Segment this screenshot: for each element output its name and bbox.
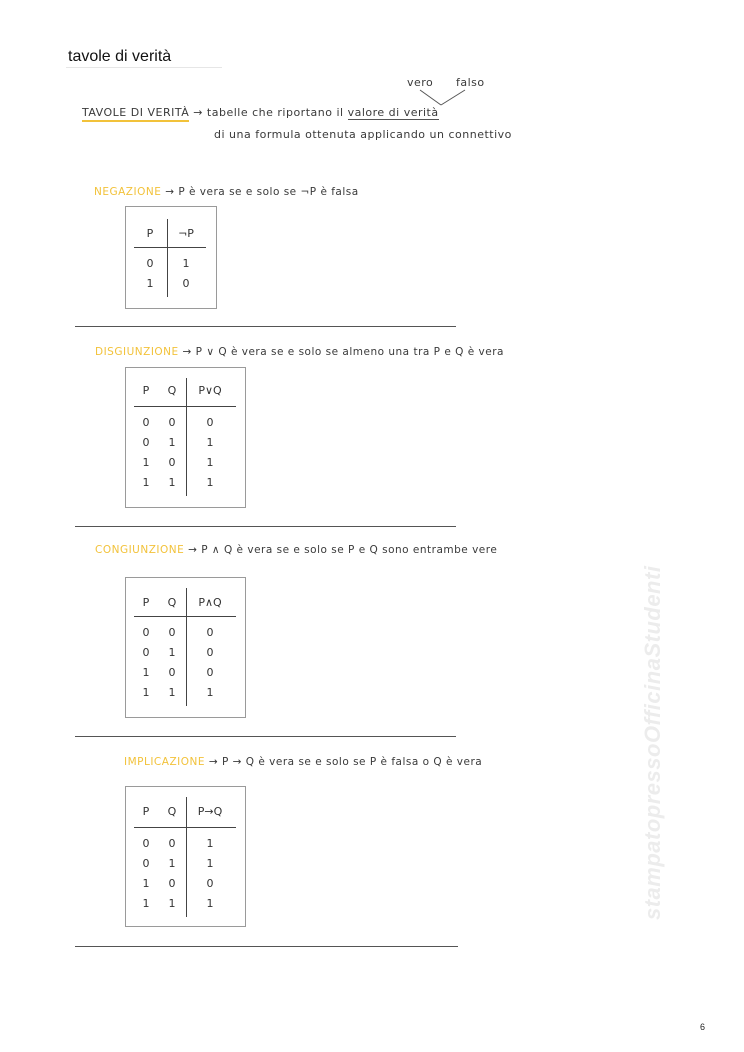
truth-table-congiunzione <box>125 577 246 718</box>
section-definition: → P è vera se e solo se ¬P è falsa <box>165 186 359 198</box>
section-separator <box>75 736 456 737</box>
table-header: ¬P <box>178 227 194 240</box>
table-header: P∧Q <box>198 596 222 609</box>
table-header-rule <box>134 406 236 407</box>
table-column-rule <box>186 797 187 917</box>
table-cell: 1 <box>142 666 150 679</box>
table-cell: 1 <box>146 277 154 290</box>
table-cell: 1 <box>168 857 176 870</box>
table-header: Q <box>167 384 177 397</box>
table-header: P <box>142 805 150 818</box>
section-name: NEGAZIONE <box>94 186 162 198</box>
section-negazione-heading <box>94 186 359 198</box>
table-cell: 0 <box>206 666 214 679</box>
table-cell: 1 <box>142 476 150 489</box>
annotation-falso: falso <box>456 76 485 89</box>
table-cell: 0 <box>206 877 214 890</box>
annotation-vero: vero <box>407 76 434 89</box>
table-cell: 1 <box>168 436 176 449</box>
table-cell: 0 <box>142 416 150 429</box>
table-cell: 1 <box>142 456 150 469</box>
intro-line-2: di una formula ottenuta applicando un connettivo <box>214 128 512 141</box>
table-header: P∨Q <box>198 384 222 397</box>
table-cell: 1 <box>142 897 150 910</box>
section-separator <box>75 526 456 527</box>
table-column-rule <box>186 588 187 706</box>
table-cell: 0 <box>142 436 150 449</box>
table-cell: 1 <box>206 837 214 850</box>
section-separator <box>75 326 456 327</box>
truth-table-implicazione <box>125 786 246 927</box>
intro-arrow-text: → tabelle che riportano il <box>193 106 344 119</box>
section-name: CONGIUNZIONE <box>95 544 185 556</box>
table-cell: 0 <box>142 837 150 850</box>
intro-term: TAVOLE DI VERITÀ <box>82 106 189 122</box>
table-cell: 1 <box>206 897 214 910</box>
page-number: 6 <box>700 1022 706 1032</box>
table-cell: 1 <box>168 646 176 659</box>
section-name: DISGIUNZIONE <box>95 346 179 358</box>
table-cell: 1 <box>206 436 214 449</box>
table-column-rule <box>167 219 168 297</box>
table-cell: 1 <box>168 686 176 699</box>
table-header: P <box>142 596 150 609</box>
table-cell: 1 <box>142 686 150 699</box>
section-congiunzione-heading <box>95 544 497 556</box>
table-cell: 1 <box>206 686 214 699</box>
table-cell: 0 <box>182 277 190 290</box>
section-separator <box>75 946 458 947</box>
truth-table-disgiunzione <box>125 367 246 508</box>
table-cell: 1 <box>206 476 214 489</box>
table-cell: 0 <box>142 857 150 870</box>
table-cell: 0 <box>142 626 150 639</box>
table-header-rule <box>134 616 236 617</box>
section-name: IMPLICAZIONE <box>124 756 205 768</box>
table-header: P <box>146 227 154 240</box>
table-cell: 0 <box>168 837 176 850</box>
truth-table-negazione <box>125 206 217 309</box>
section-definition: → P → Q è vera se e solo se P è falsa o Q è vera <box>208 756 483 768</box>
table-cell: 0 <box>168 626 176 639</box>
table-cell: 0 <box>206 626 214 639</box>
table-header: P <box>142 384 150 397</box>
table-header-rule <box>134 247 206 248</box>
table-cell: 0 <box>142 646 150 659</box>
table-cell: 1 <box>168 897 176 910</box>
page-title: tavole di verità <box>68 48 172 65</box>
table-header: Q <box>167 805 177 818</box>
intro-valore: valore di verità <box>347 106 439 119</box>
table-cell: 1 <box>142 877 150 890</box>
section-definition: → P ∨ Q è vera se e solo se almeno una tra P e Q è vera <box>182 346 504 358</box>
table-header: P→Q <box>197 805 223 818</box>
table-cell: 0 <box>168 666 176 679</box>
table-cell: 0 <box>206 646 214 659</box>
table-cell: 1 <box>182 257 190 270</box>
table-cell: 0 <box>168 456 176 469</box>
table-cell: 0 <box>168 877 176 890</box>
section-definition: → P ∧ Q è vera se e solo se P e Q sono entrambe vere <box>188 544 498 556</box>
section-disgiunzione-heading <box>95 346 504 358</box>
table-header: Q <box>167 596 177 609</box>
table-column-rule <box>186 378 187 496</box>
section-implicazione-heading <box>124 756 482 768</box>
table-cell: 1 <box>206 857 214 870</box>
intro-line-1 <box>82 106 439 119</box>
table-cell: 0 <box>206 416 214 429</box>
table-cell: 0 <box>168 416 176 429</box>
watermark: stampatopressoOfficinaStudenti <box>640 565 665 920</box>
table-cell: 1 <box>206 456 214 469</box>
table-cell: 1 <box>168 476 176 489</box>
table-cell: 0 <box>146 257 154 270</box>
table-header-rule <box>134 827 236 828</box>
title-underline <box>66 67 222 68</box>
